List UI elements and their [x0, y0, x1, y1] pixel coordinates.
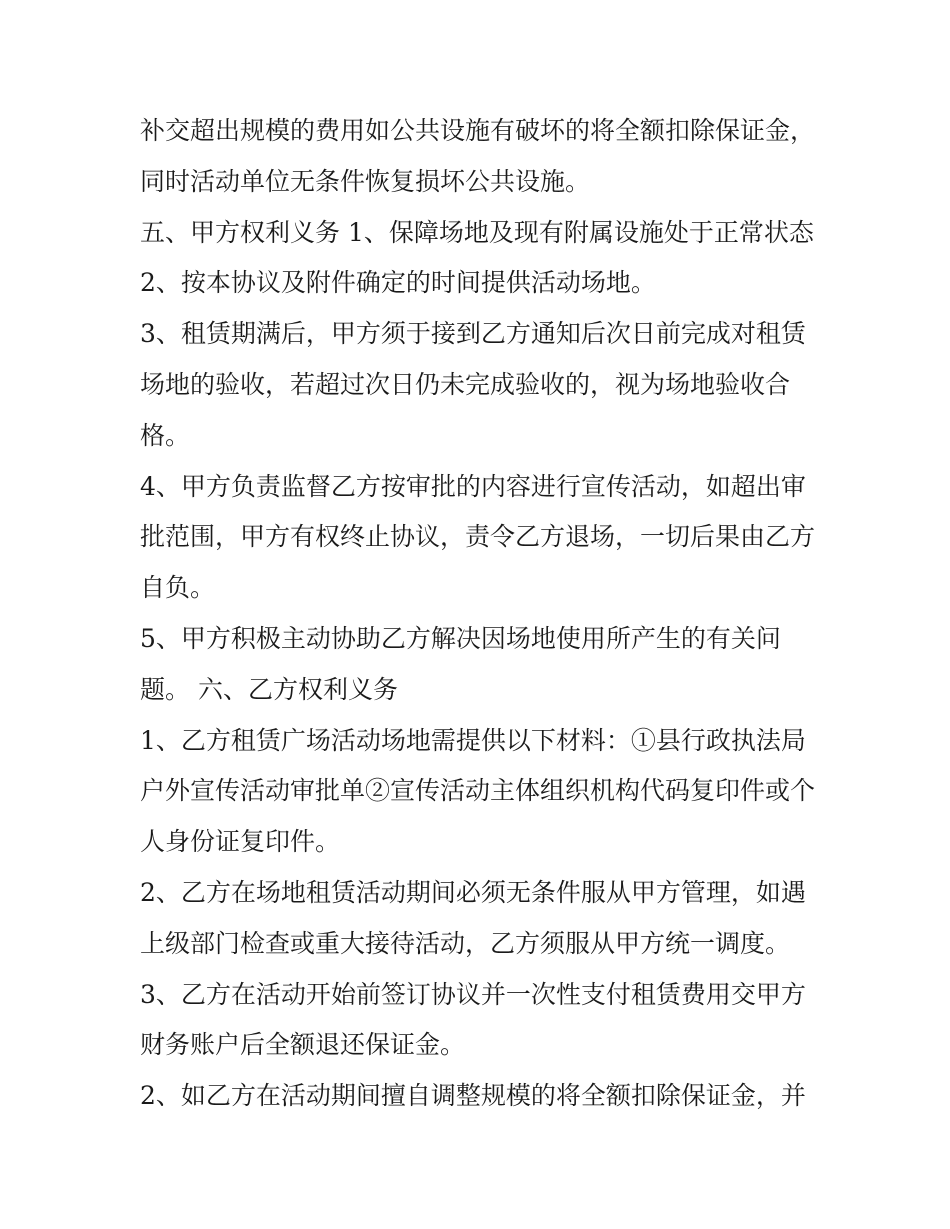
- text-line-19: 财务账户后全额退还保证金。: [140, 1030, 466, 1060]
- text-line-5: 3、租赁期满后，甲方须于接到乙方通知后次日前完成对租赁: [140, 319, 806, 349]
- text-line-6: 场地的验收，若超过次日仍未完成验收的，视为场地验收合: [140, 369, 791, 399]
- text-line-1: 补交超出规模的费用如公共设施有破坏的将全额扣除保证金，: [140, 116, 816, 145]
- text-line-10: 自负。: [140, 573, 216, 603]
- text-line-13: 1、乙方租赁广场活动场地需提供以下材料：①县行政执法局: [140, 725, 806, 755]
- text-line-16: 2、乙方在场地租赁活动期间必须无条件服从甲方管理，如遇: [140, 877, 806, 907]
- text-line-9: 批范围，甲方有权终止协议，责令乙方退场，一切后果由乙方: [140, 522, 816, 552]
- text-line-17: 上级部门检查或重大接待活动，乙方须服从甲方统一调度。: [140, 928, 791, 958]
- document-body: [140, 106, 820, 1122]
- text-line-11: 5、甲方积极主动协助乙方解决因场地使用所产生的有关问: [140, 623, 781, 653]
- text-line-15: 人身份证复印件。: [140, 827, 341, 857]
- text-line-8: 4、甲方负责监督乙方按审批的内容进行宣传活动，如超出审: [140, 471, 806, 501]
- text-line-4: 2、按本协议及附件确定的时间提供活动场地。: [140, 268, 656, 298]
- text-line-12: 题。 六、乙方权利义务: [140, 674, 398, 704]
- text-line-7: 格。: [140, 420, 191, 450]
- text-line-2: 同时活动单位无条件恢复损坏公共设施。: [140, 166, 591, 196]
- text-line-3: 五、甲方权利义务 1、保障场地及现有附属设施处于正常状态: [140, 217, 814, 247]
- text-line-18: 3、乙方在活动开始前签订协议并一次性支付租赁费用交甲方: [140, 979, 806, 1009]
- text-line-20: 2、如乙方在活动期间擅自调整规模的将全额扣除保证金，并: [140, 1081, 806, 1111]
- text-line-14: 户外宣传活动审批单②宣传活动主体组织机构代码复印件或个: [140, 776, 816, 806]
